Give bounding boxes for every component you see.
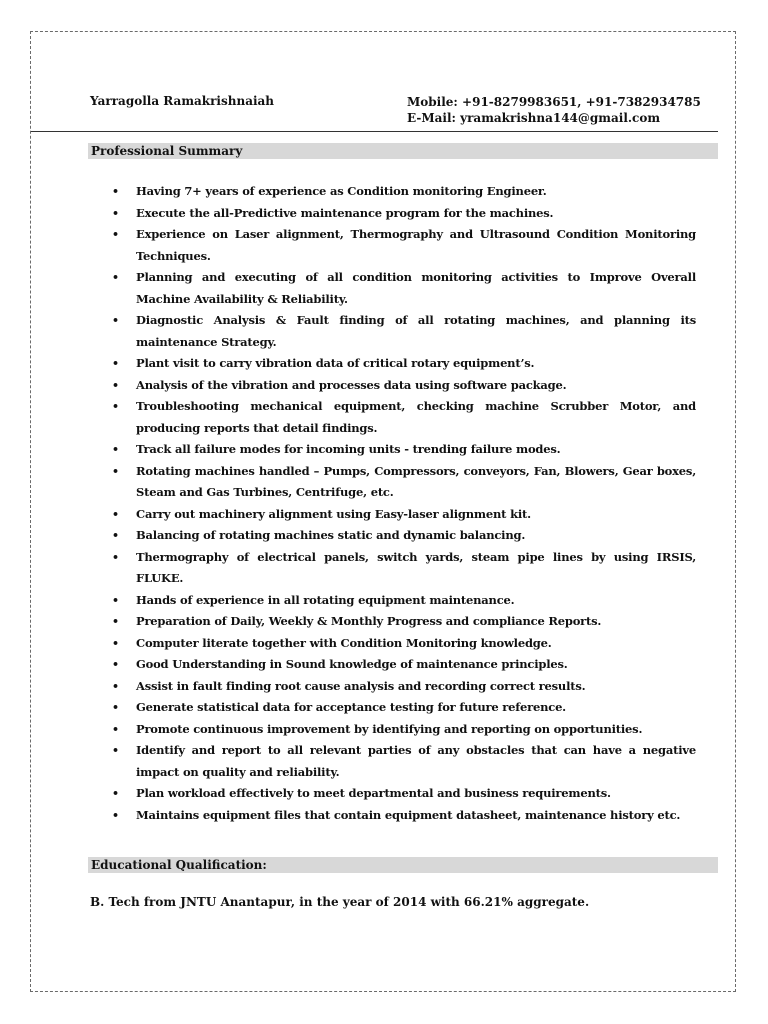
summary-item-text: Plant visit to carry vibration data of critical rotary equipment’s. [136,356,535,370]
summary-item-text: Diagnostic Analysis & Fault finding of all rotating machines, and planning its maintenance Strategy. [136,313,696,349]
summary-item-text: Computer literate together with Condition Monitoring knowledge. [136,635,552,650]
bullet-icon: • [112,744,119,757]
summary-item-text: Identify and report to all relevant parties of any obstacles that can have a negative impact on quality and reliability. [136,743,696,779]
email-address: E-Mail: yramakrishna144@gmail.com [407,111,661,125]
bullet-icon: • [112,357,119,370]
summary-item [112,396,696,439]
section-title: Educational Qualification: [91,858,267,872]
bullet-icon: • [112,636,119,650]
bullet-icon: • [112,271,119,284]
summary-item-text: Planning and executing of all condition monitoring activities to Improve Overall Machine Availability & Reliability. [136,270,696,306]
bullet-icon: • [112,722,119,736]
summary-item [112,719,696,741]
summary-item-text: Experience on Laser alignment, Thermography and Ultrasound Condition Monitoring Techniques. [136,227,696,263]
summary-item-text: Rotating machines handled – Pumps, Compressors, conveyors, Fan, Blowers, Gear boxes, Steam and Gas Turbines, Centrifuge, etc. [136,463,696,499]
mobile-numbers: Mobile: +91-8279983651, +91-7382934785 [407,95,701,109]
bullet-icon: • [112,314,119,327]
bullet-icon: • [112,787,119,800]
bullet-icon: • [112,443,119,456]
summary-item-text: Track all failure modes for incoming units - trending failure modes. [136,442,561,456]
education-heading [88,857,718,873]
summary-item-text: Maintains equipment files that contain equipment datasheet, maintenance history etc. [136,807,681,822]
bullet-icon: • [112,185,119,198]
summary-item [112,375,696,397]
summary-item [112,181,696,203]
degree-detail: from JNTU Anantapur, in the year of 2014 with 66.21% aggregate. [139,895,590,909]
bullet-icon: • [112,701,119,714]
summary-item [112,353,696,375]
bullet-icon: • [112,206,119,220]
summary-item [112,310,696,353]
summary-item-text: Plan workload effectively to meet departmental and business requirements. [136,786,611,800]
summary-item [112,633,696,655]
summary-item [112,654,696,676]
bullet-icon: • [112,464,119,478]
summary-item [112,697,696,719]
summary-item-text: Generate statistical data for acceptance testing for future reference. [136,700,566,714]
bullet-icon: • [112,593,119,607]
bullet-icon: • [112,550,119,564]
degree-name: B. Tech [90,895,140,909]
education-entry [90,895,589,909]
summary-item-text: Having 7+ years of experience as Condition monitoring Engineer. [136,184,547,198]
bullet-icon: • [112,507,119,521]
summary-item-text: Thermography of electrical panels, switch yards, steam pipe lines by using IRSIS, FLUKE. [136,549,696,585]
summary-item [112,439,696,461]
summary-item [112,783,696,805]
summary-list [112,181,696,826]
header-divider [31,131,718,132]
summary-item [112,676,696,698]
summary-item [112,611,696,633]
bullet-icon: • [112,400,119,413]
summary-item [112,525,696,547]
summary-item [112,267,696,310]
bullet-icon: • [112,378,119,392]
summary-item-text: Assist in fault finding root cause analysis and recording correct results. [136,678,586,693]
summary-item [112,740,696,783]
section-title: Professional Summary [91,144,243,158]
summary-item-text: Hands of experience in all rotating equipment maintenance. [136,592,515,607]
summary-item-text: Balancing of rotating machines static and dynamic balancing. [136,528,526,542]
summary-item [112,805,696,827]
summary-item [112,590,696,612]
bullet-icon: • [112,615,119,628]
summary-item [112,461,696,504]
bullet-icon: • [112,808,119,822]
summary-item-text: Analysis of the vibration and processes data using software package. [136,377,567,392]
summary-item-text: Good Understanding in Sound knowledge of maintenance principles. [136,657,568,671]
summary-item-text: Execute the all-Predictive maintenance program for the machines. [136,205,554,220]
contact-block [407,94,701,126]
bullet-icon: • [112,658,119,671]
summary-item-text: Preparation of Daily, Weekly & Monthly Progress and compliance Reports. [136,614,602,628]
professional-summary-heading [88,143,718,159]
summary-item [112,224,696,267]
summary-item-text: Carry out machinery alignment using Easy-laser alignment kit. [136,506,531,521]
summary-item [112,504,696,526]
bullet-icon: • [112,228,119,241]
summary-item-text: Troubleshooting mechanical equipment, checking machine Scrubber Motor, and producing reports that detail findings. [136,399,696,435]
bullet-icon: • [112,529,119,542]
summary-item [112,547,696,590]
summary-item-text: Promote continuous improvement by identifying and reporting on opportunities. [136,721,643,736]
summary-item [112,203,696,225]
bullet-icon: • [112,679,119,693]
candidate-name: Yarragolla Ramakrishnaiah [90,94,275,108]
